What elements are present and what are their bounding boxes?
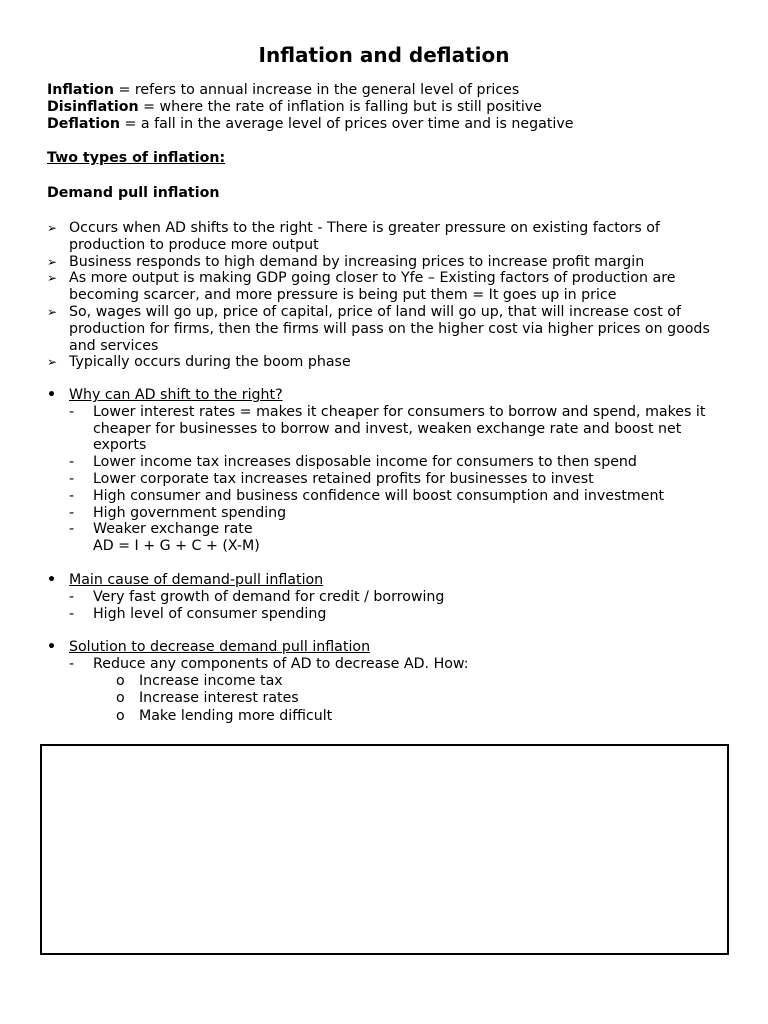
list-item-text: Occurs when AD shifts to the right - There is greater pressure on existing factors of production to produce more output	[69, 220, 660, 253]
list-item	[47, 304, 727, 354]
list-item	[47, 521, 727, 538]
list-item	[47, 690, 727, 708]
empty-diagram-box	[40, 744, 729, 955]
section-heading-types: Two types of inflation:	[47, 150, 226, 166]
definition-term: Inflation	[47, 82, 114, 98]
solution-sublist	[47, 673, 727, 726]
list-item-text: Business responds to high demand by increasing prices to increase profit margin	[69, 253, 645, 270]
solution-list	[47, 656, 727, 673]
definition-text: = a fall in the average level of prices over time and is negative	[119, 116, 574, 132]
circle-bullet-icon: o	[116, 690, 125, 707]
list-item	[47, 471, 727, 488]
arrow-bullet-icon: ➢	[47, 304, 58, 319]
list-item-text: Increase income tax	[139, 672, 283, 689]
dash-bullet-icon: -	[69, 504, 75, 521]
list-item-text: Reduce any components of AD to decrease AD. How:	[93, 655, 469, 672]
solution-section	[47, 639, 727, 725]
list-item	[47, 270, 727, 304]
list-item-text: High level of consumer spending	[93, 605, 327, 622]
list-item	[47, 505, 727, 522]
demand-pull-list	[47, 220, 727, 371]
section-heading-demand-pull: Demand pull inflation	[47, 185, 220, 201]
list-item	[47, 673, 727, 691]
why-ad-shift-section	[47, 387, 727, 555]
list-item-text: Lower interest rates = makes it cheaper for consumers to borrow and spend, makes it cheaper for businesses to borrow and invest, weaken exchange rate and boost net exports	[93, 403, 706, 454]
dash-bullet-icon: -	[69, 403, 75, 420]
definition-inflation	[47, 82, 519, 99]
definition-disinflation	[47, 99, 542, 116]
list-item-text: Lower corporate tax increases retained profits for businesses to invest	[93, 470, 594, 487]
list-item-text: Lower income tax increases disposable income for consumers to then spend	[93, 454, 637, 471]
list-item	[47, 404, 727, 454]
list-item-text: Weaker exchange rate	[93, 521, 253, 538]
list-item-text: Increase interest rates	[139, 690, 299, 707]
list-item-text: Typically occurs during the boom phase	[69, 354, 351, 371]
list-item-text: Make lending more difficult	[139, 707, 333, 724]
why-ad-shift-list	[47, 404, 727, 555]
circle-bullet-icon: o	[116, 707, 125, 724]
list-item	[47, 254, 727, 271]
bullet-heading-text: Why can AD shift to the right?	[69, 387, 283, 403]
list-item-text: Very fast growth of demand for credit / borrowing	[93, 588, 445, 605]
list-item-text: As more output is making GDP going closer to Yfe – Existing factors of production are becoming scarcer, and more pressure is being put them = It goes up in price	[69, 270, 676, 304]
bullet-heading-text: Solution to decrease demand pull inflation	[69, 639, 371, 655]
dash-bullet-icon: -	[69, 605, 75, 622]
arrow-bullet-icon: ➢	[47, 271, 58, 286]
definition-deflation	[47, 116, 573, 133]
dash-bullet-icon: -	[69, 470, 75, 487]
bullet-heading-text: Main cause of demand-pull inflation	[69, 572, 324, 588]
page-title: Inflation and deflation	[258, 43, 510, 67]
bullet-heading	[47, 387, 727, 404]
circle-bullet-icon: o	[116, 672, 125, 689]
list-item	[47, 488, 727, 505]
arrow-bullet-icon: ➢	[47, 254, 58, 269]
list-item	[47, 589, 727, 606]
dash-bullet-icon: -	[69, 521, 75, 538]
arrow-bullet-icon: ➢	[47, 355, 58, 370]
definition-text: = where the rate of inflation is falling but is still positive	[138, 99, 542, 115]
formula: AD = I + G + C + (X-M)	[93, 538, 260, 555]
dash-bullet-icon: -	[69, 655, 75, 672]
definition-text: = refers to annual increase in the general level of prices	[113, 82, 520, 98]
list-item-text: High government spending	[93, 504, 287, 521]
main-cause-list	[47, 589, 727, 623]
bullet-icon: •	[47, 572, 57, 588]
list-item	[47, 656, 727, 673]
list-item	[47, 708, 727, 726]
bullet-heading	[47, 572, 727, 589]
list-item	[47, 454, 727, 471]
main-cause-section	[47, 572, 727, 622]
arrow-bullet-icon: ➢	[47, 221, 58, 235]
bullet-icon: •	[47, 387, 57, 403]
dash-bullet-icon: -	[69, 588, 75, 605]
list-item-text: So, wages will go up, price of capital, price of land will go up, that will increase cost of production for firms, then the firms will pass on the higher cost via higher prices on goods and services	[69, 303, 710, 354]
list-item	[47, 354, 727, 371]
list-item-text: High consumer and business confidence will boost consumption and investment	[93, 487, 665, 504]
bullet-heading	[47, 639, 727, 656]
definition-term: Disinflation	[47, 99, 139, 115]
list-item	[47, 220, 727, 254]
dash-bullet-icon: -	[69, 454, 75, 471]
dash-bullet-icon: -	[69, 487, 75, 504]
definition-term: Deflation	[47, 116, 120, 132]
list-item	[47, 606, 727, 623]
bullet-icon: •	[47, 639, 57, 655]
